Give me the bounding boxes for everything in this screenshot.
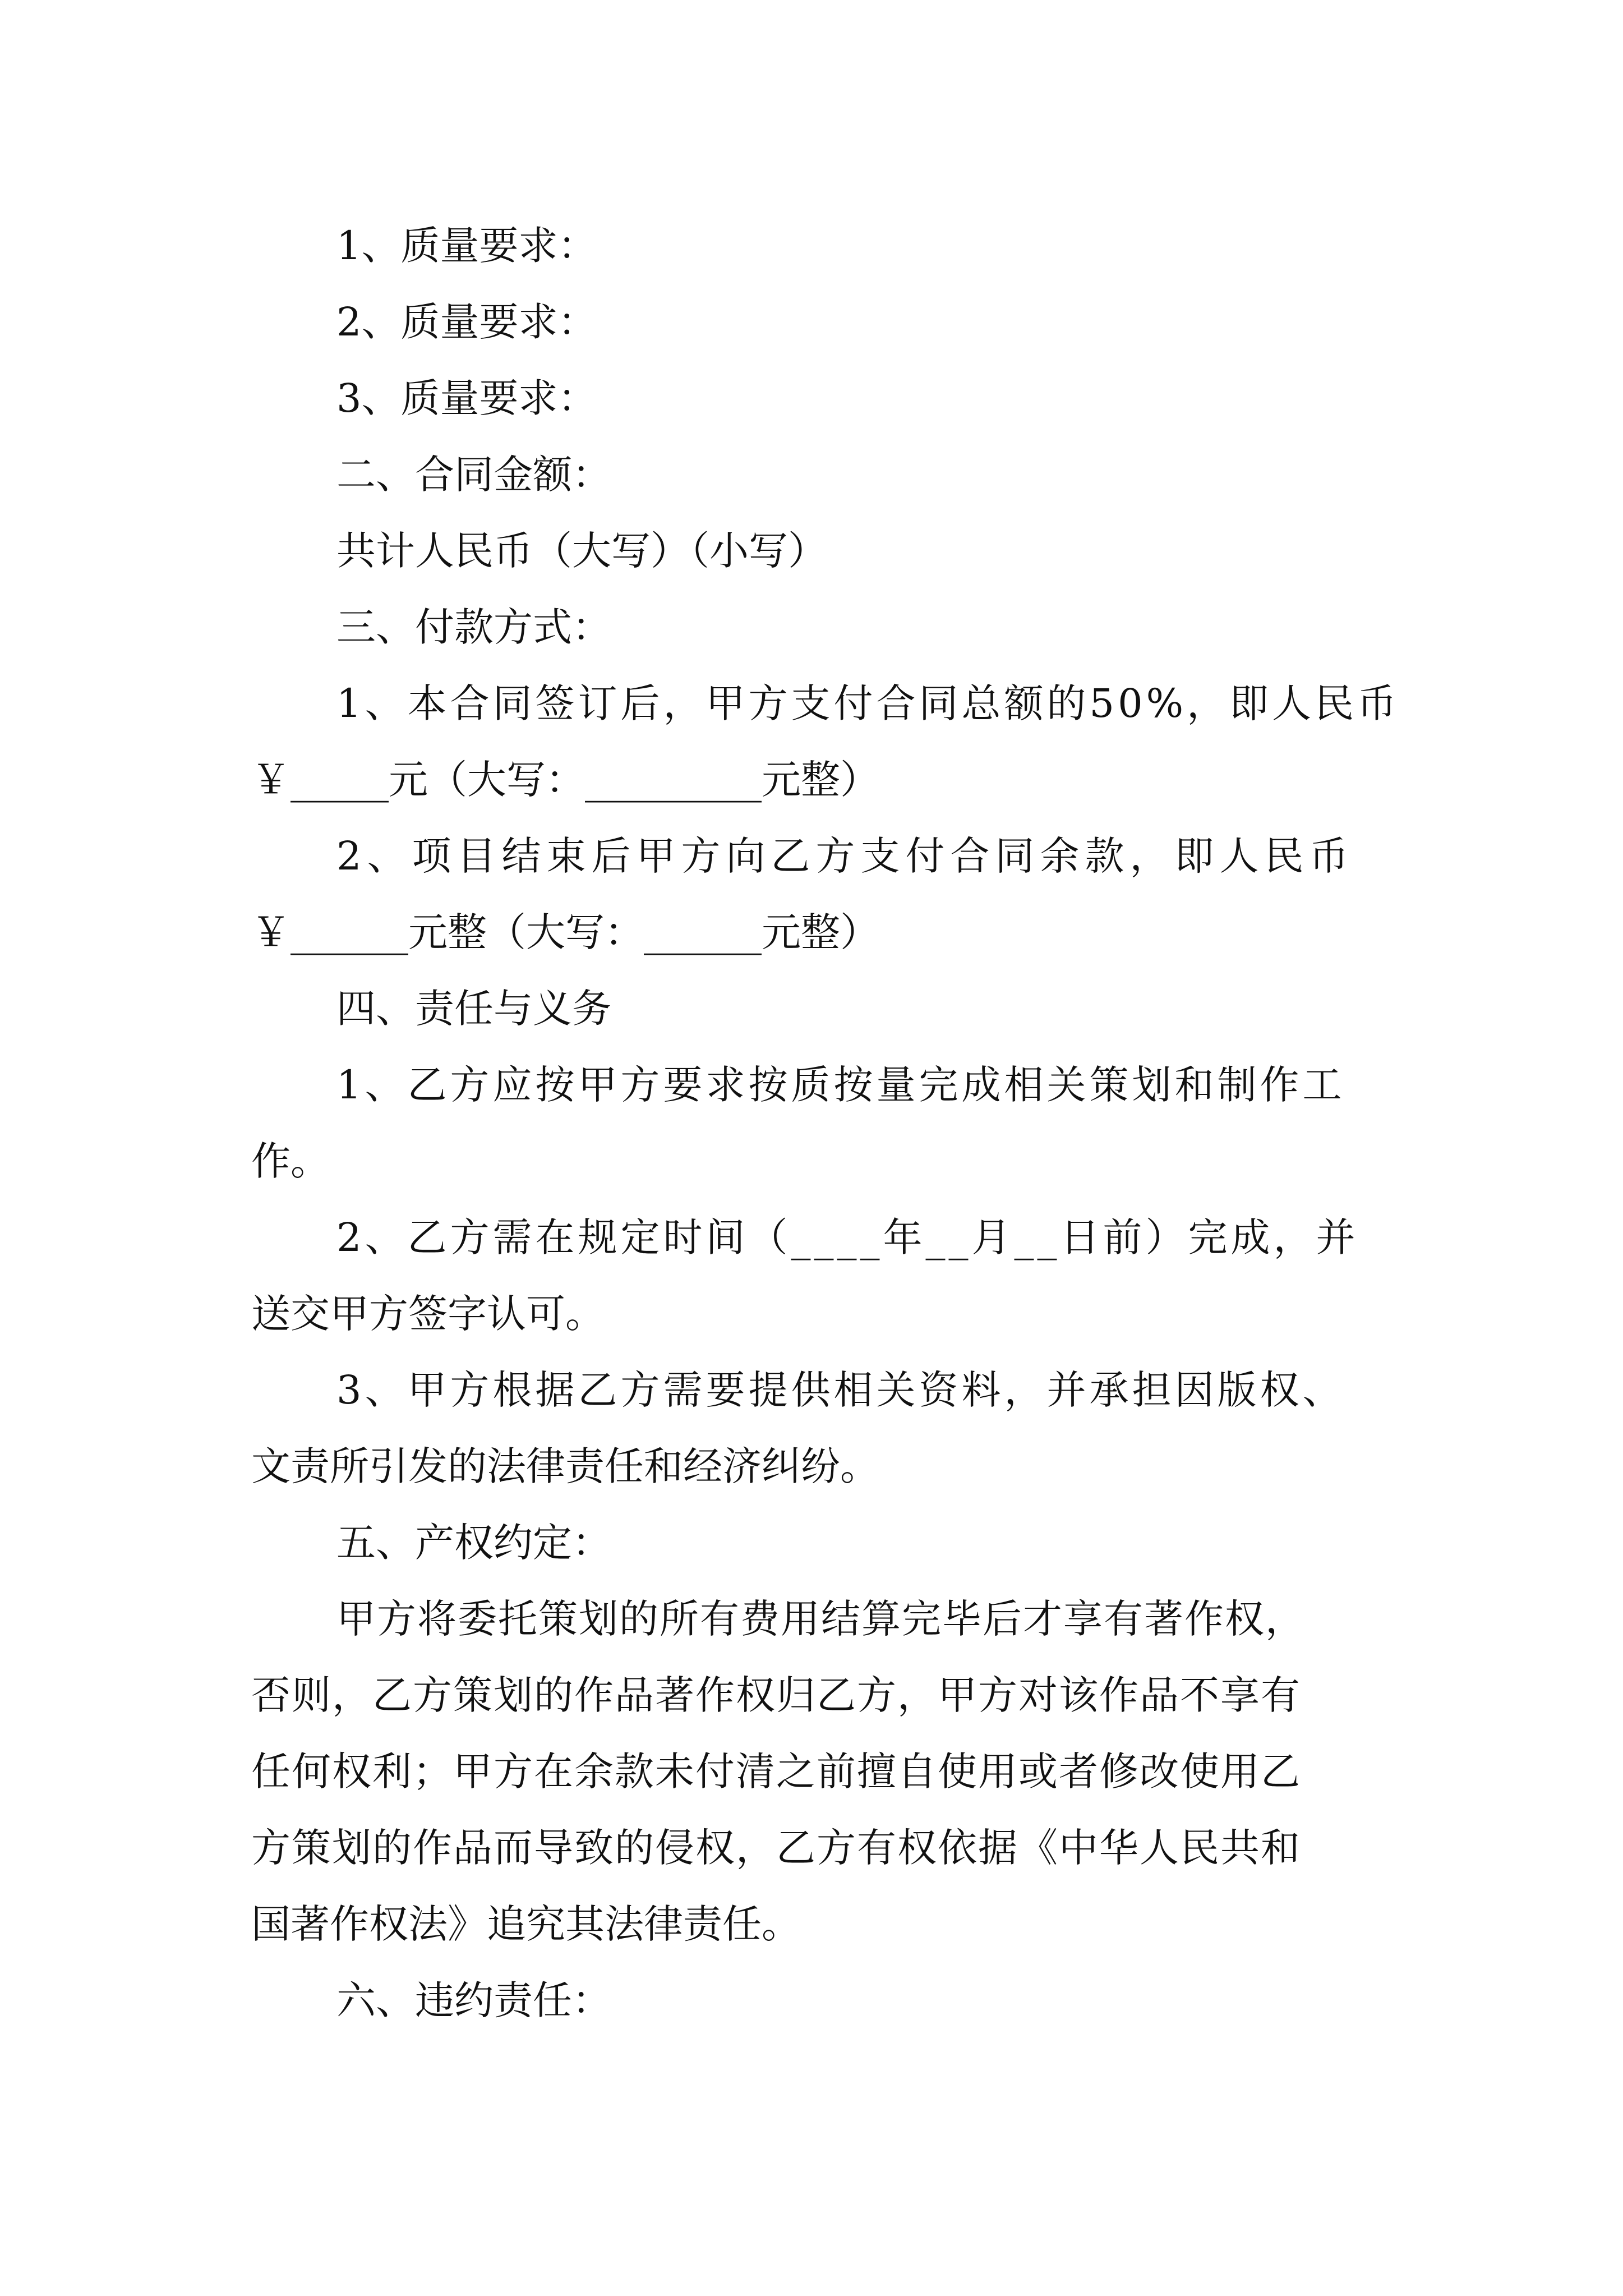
property-paragraph-line-5: 国著作权法》追究其法律责任。 — [251, 1901, 801, 1947]
duty-clause-3-line-1: 3、甲方根据乙方需要提供相关资料，并承担因版权、 — [336, 1367, 1345, 1413]
property-paragraph-line-1: 甲方将委托策划的所有费用结算完毕后才享有著作权， — [336, 1596, 1306, 1642]
duty-clause-1-line-2: 作。 — [251, 1138, 330, 1184]
duty-clause-3-line-2: 文责所引发的法律责任和经济纠纷。 — [251, 1443, 879, 1489]
payment-clause-2-line-1: 2、项目结束后甲方向乙方支付合同余款，即人民币 — [336, 833, 1354, 879]
duty-clause-2-line-2: 送交甲方签字认可。 — [251, 1291, 605, 1337]
section-heading-responsibilities: 四、责任与义务 — [336, 986, 611, 1032]
property-paragraph-line-3: 任何权利；甲方在余款未付清之前擅自使用或者修改使用乙 — [251, 1749, 1301, 1795]
duty-clause-2-line-1: 2、乙方需在规定时间（____年__月__日前）完成，并 — [336, 1214, 1359, 1260]
payment-clause-1-line-2: ￥_____元（大写：_________元整） — [251, 757, 879, 803]
property-paragraph-line-4: 方策划的作品而导致的侵权，乙方有权依据《中华人民共和 — [251, 1825, 1301, 1871]
clause-quality-2: 2、质量要求： — [336, 299, 597, 345]
contract-amount-text: 共计人民币（大写）（小写） — [336, 528, 827, 574]
section-heading-payment-method: 三、付款方式： — [336, 604, 611, 650]
payment-clause-1-line-1: 1、本合同签订后，甲方支付合同总额的50%，即人民币 — [336, 680, 1400, 726]
section-heading-contract-amount: 二、合同金额： — [336, 452, 611, 498]
payment-clause-2-line-2: ￥______元整（大写：______元整） — [251, 909, 879, 955]
section-heading-breach-liability: 六、违约责任： — [336, 1977, 611, 2023]
duty-clause-1-line-1: 1、乙方应按甲方要求按质按量完成相关策划和制作工 — [336, 1062, 1345, 1108]
property-paragraph-line-2: 否则，乙方策划的作品著作权归乙方，甲方对该作品不享有 — [251, 1672, 1301, 1718]
clause-quality-1: 1、质量要求： — [336, 223, 597, 269]
section-heading-property-rights: 五、产权约定： — [336, 1520, 611, 1566]
clause-quality-3: 3、质量要求： — [336, 375, 597, 421]
